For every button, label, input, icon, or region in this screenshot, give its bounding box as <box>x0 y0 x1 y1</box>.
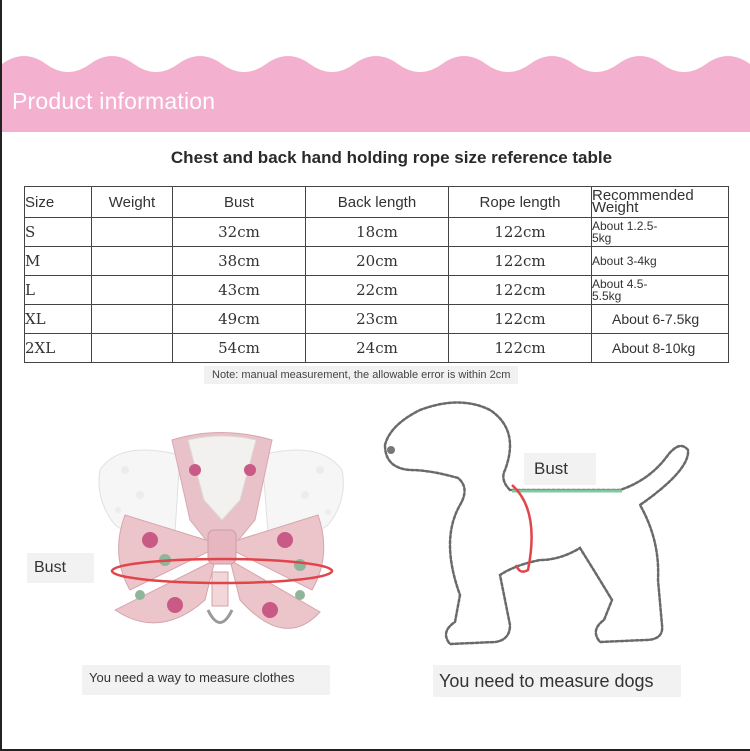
cell-bust: 54cm <box>173 334 306 363</box>
cell-size: L <box>25 276 92 305</box>
cell-rope-length: 122cm <box>449 218 592 247</box>
cell-back-length: 20cm <box>306 247 449 276</box>
cell-bust: 43cm <box>173 276 306 305</box>
cell-size: M <box>25 247 92 276</box>
rec-line1: About 8-10kg <box>612 340 696 356</box>
table-title: Chest and back hand holding rope size reference table <box>170 148 613 167</box>
cell-rope-length: 122cm <box>449 305 592 334</box>
header-weight: Weight <box>92 187 173 218</box>
dog-bust-label: Bust <box>524 453 596 485</box>
header-bust: Bust <box>173 187 306 218</box>
harness-bust-label: Bust <box>27 553 94 583</box>
cell-back-length: 22cm <box>306 276 449 305</box>
dog-bust-ring <box>512 485 532 572</box>
cell-size: S <box>25 218 92 247</box>
rec-line2: 5kg <box>592 231 612 245</box>
header-size: Size <box>25 187 92 218</box>
header-back-length: Back length <box>306 187 449 218</box>
banner-title: Product information <box>12 88 216 114</box>
cell-rope-length: 122cm <box>449 247 592 276</box>
rec-line1: About 1.2.5- <box>592 219 658 233</box>
cell-bust: 38cm <box>173 247 306 276</box>
cell-bust: 49cm <box>173 305 306 334</box>
harness-caption: You need a way to measure clothes <box>82 665 330 695</box>
header-recommended-line1: Recommended <box>592 187 694 204</box>
cell-bust: 32cm <box>173 218 306 247</box>
rec-line2: 5.5kg <box>592 289 622 303</box>
measurement-note: Note: manual measurement, the allowable error is within 2cm <box>204 366 518 384</box>
cell-rope-length: 122cm <box>449 276 592 305</box>
header-rope-length: Rope length <box>449 187 592 218</box>
dog-caption: You need to measure dogs <box>433 665 681 697</box>
cell-back-length: 23cm <box>306 305 449 334</box>
dog-chain-outline <box>385 403 688 645</box>
header-recommended-line2: Weight <box>592 199 639 216</box>
cell-size: 2XL <box>25 334 92 363</box>
cell-size: XL <box>25 305 92 334</box>
rec-line1: About 6-7.5kg <box>612 311 700 327</box>
rec-line1: About 3-4kg <box>592 254 657 268</box>
rec-line1: About 4.5- <box>592 277 648 291</box>
dog-nose <box>387 446 395 454</box>
cell-back-length: 24cm <box>306 334 449 363</box>
cell-back-length: 18cm <box>306 218 449 247</box>
cell-rope-length: 122cm <box>449 334 592 363</box>
